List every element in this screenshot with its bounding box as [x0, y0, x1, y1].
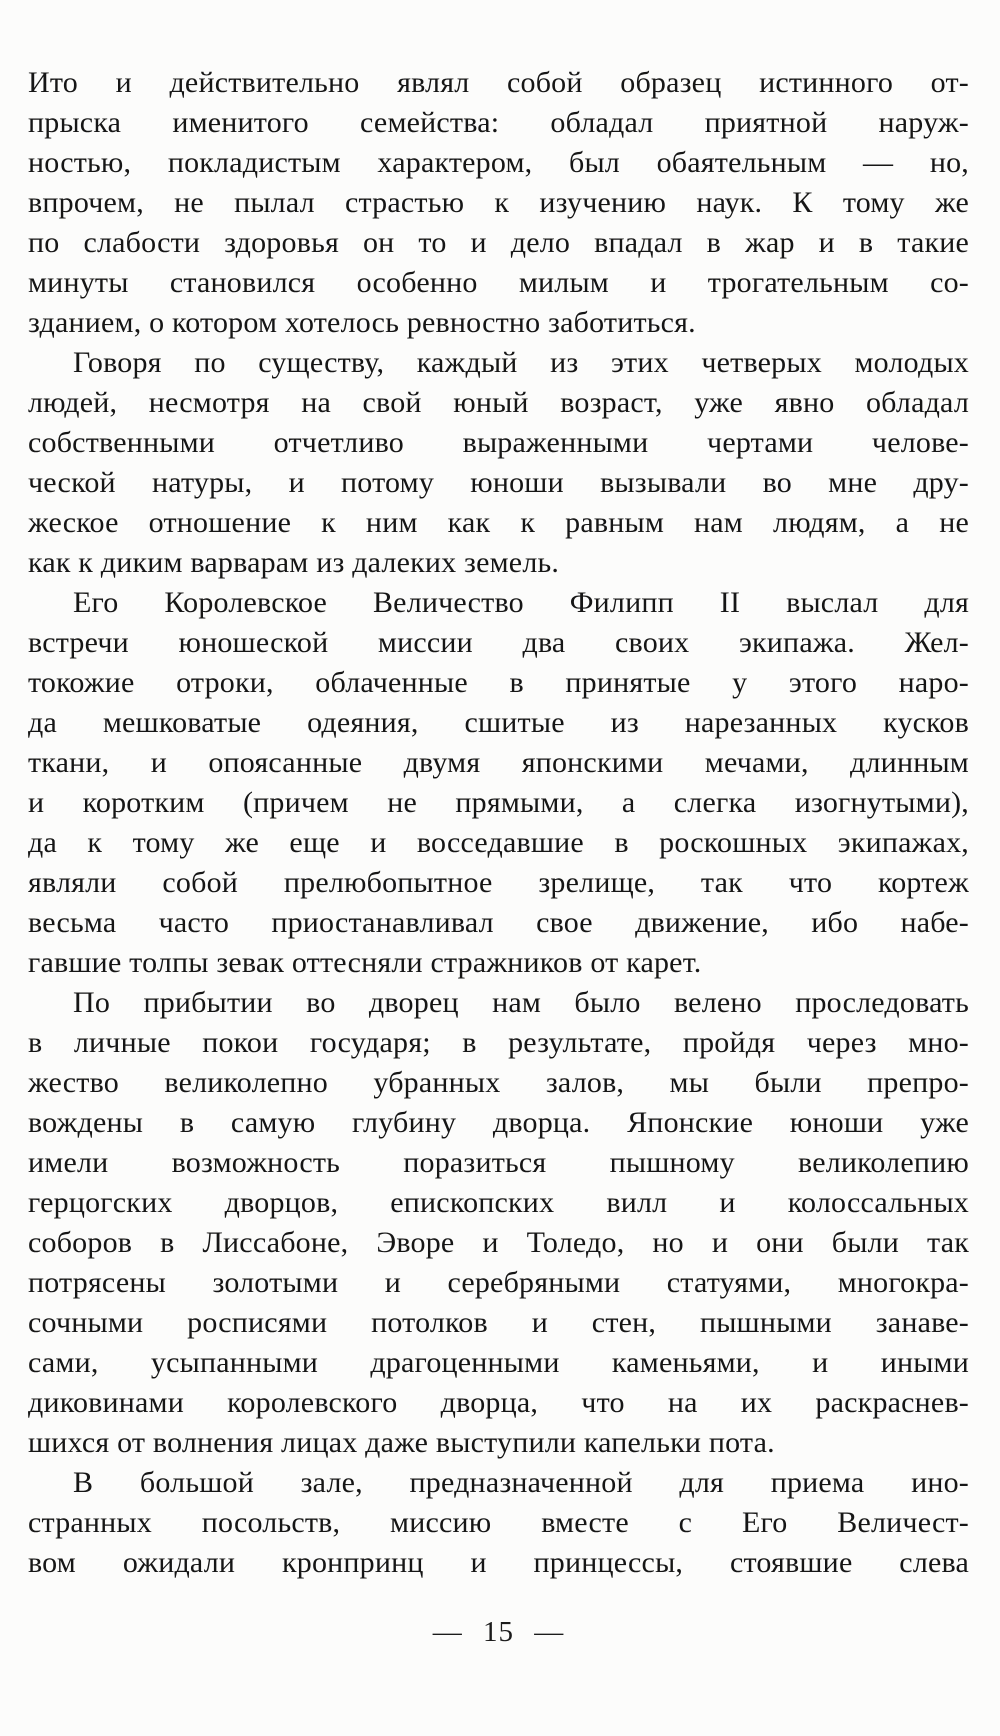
text-line: сочными росписями потолков и стен, пышными занаве- — [28, 1306, 969, 1339]
text-line: вождены в самую глубину дворца. Японские юноши уже — [28, 1106, 969, 1139]
text-line: токожие отроки, облаченные в принятые у этого наро- — [28, 666, 969, 699]
paragraph — [28, 1463, 969, 1583]
text-line: гавшие толпы зевак оттесняли стражников от карет. — [28, 946, 702, 979]
page-number: — 15 — — [432, 1616, 565, 1648]
text-line: диковинами королевского дворца, что на их раскраснев- — [28, 1386, 969, 1419]
text-line: прыска именитого семейства: обладал приятной наруж- — [28, 106, 969, 139]
text-line: жество великолепно убранных залов, мы были препро- — [28, 1066, 969, 1099]
text-line: шихся от волнения лицах даже выступили капельки пота. — [28, 1426, 775, 1459]
text-line: В большой зале, предназначенной для приема ино- — [73, 1466, 969, 1499]
text-line: по слабости здоровья он то и дело впадал в жар и в такие — [28, 226, 969, 259]
text-line: жеское отношение к ним как к равным нам людям, а не — [28, 506, 969, 539]
text-line: ткани, и опоясанные двумя японскими мечами, длинным — [28, 746, 969, 779]
text-line: По прибытии во дворец нам было велено проследовать — [73, 986, 969, 1019]
text-line: Ито и действительно являл собой образец истинного от- — [28, 66, 969, 99]
text-line: зданием, о котором хотелось ревностно заботиться. — [28, 306, 696, 339]
text-line: Говоря по существу, каждый из этих четверых молодых — [73, 346, 969, 379]
text-line: собственными отчетливо выраженными чертами челове- — [28, 426, 969, 459]
page-text — [28, 63, 969, 1583]
paragraph — [28, 343, 969, 583]
text-line: в личные покои государя; в результате, пройдя через мно- — [28, 1026, 969, 1059]
text-line: минуты становился особенно милым и трогательным со- — [28, 266, 969, 299]
text-line: соборов в Лиссабоне, Эворе и Толедо, но и они были так — [28, 1226, 969, 1259]
paragraph — [28, 63, 969, 343]
text-line: как к диким варварам из далеких земель. — [28, 546, 560, 579]
text-line: Его Королевское Величество Филипп II выслал для — [73, 586, 969, 619]
text-line: встречи юношеской миссии два своих экипажа. Жел- — [28, 626, 969, 659]
text-line: впрочем, не пылал страстью к изучению наук. К тому же — [28, 186, 969, 219]
page-footer — [28, 1612, 969, 1652]
text-line: да к тому же еще и восседавшие в роскошных экипажах, — [28, 826, 969, 859]
paragraph — [28, 983, 969, 1463]
text-line: людей, несмотря на свой юный возраст, уже явно обладал — [28, 386, 969, 419]
text-line: ческой натуры, и потому юноши вызывали во мне дру- — [28, 466, 969, 499]
text-line: потрясены золотыми и серебряными статуями, многокра- — [28, 1266, 969, 1299]
text-line: вом ожидали кронпринц и принцессы, стоявшие слева — [28, 1546, 969, 1579]
text-line: весьма часто приостанавливал свое движение, ибо набе- — [28, 906, 969, 939]
text-line: имели возможность поразиться пышному великолепию — [28, 1146, 969, 1179]
text-line: странных посольств, миссию вместе с Его Величест- — [28, 1506, 969, 1539]
text-line: сами, усыпанными драгоценными каменьями, и иными — [28, 1346, 969, 1379]
text-line: ностью, покладистым характером, был обаятельным — но, — [28, 146, 969, 179]
text-line: и коротким (причем не прямыми, а слегка изогнутыми), — [28, 786, 969, 819]
text-line: да мешковатые одеяния, сшитые из нарезанных кусков — [28, 706, 969, 739]
paragraph — [28, 583, 969, 983]
text-line: являли собой прелюбопытное зрелище, так что кортеж — [28, 866, 969, 899]
text-line: герцогских дворцов, епископских вилл и колоссальных — [28, 1186, 969, 1219]
